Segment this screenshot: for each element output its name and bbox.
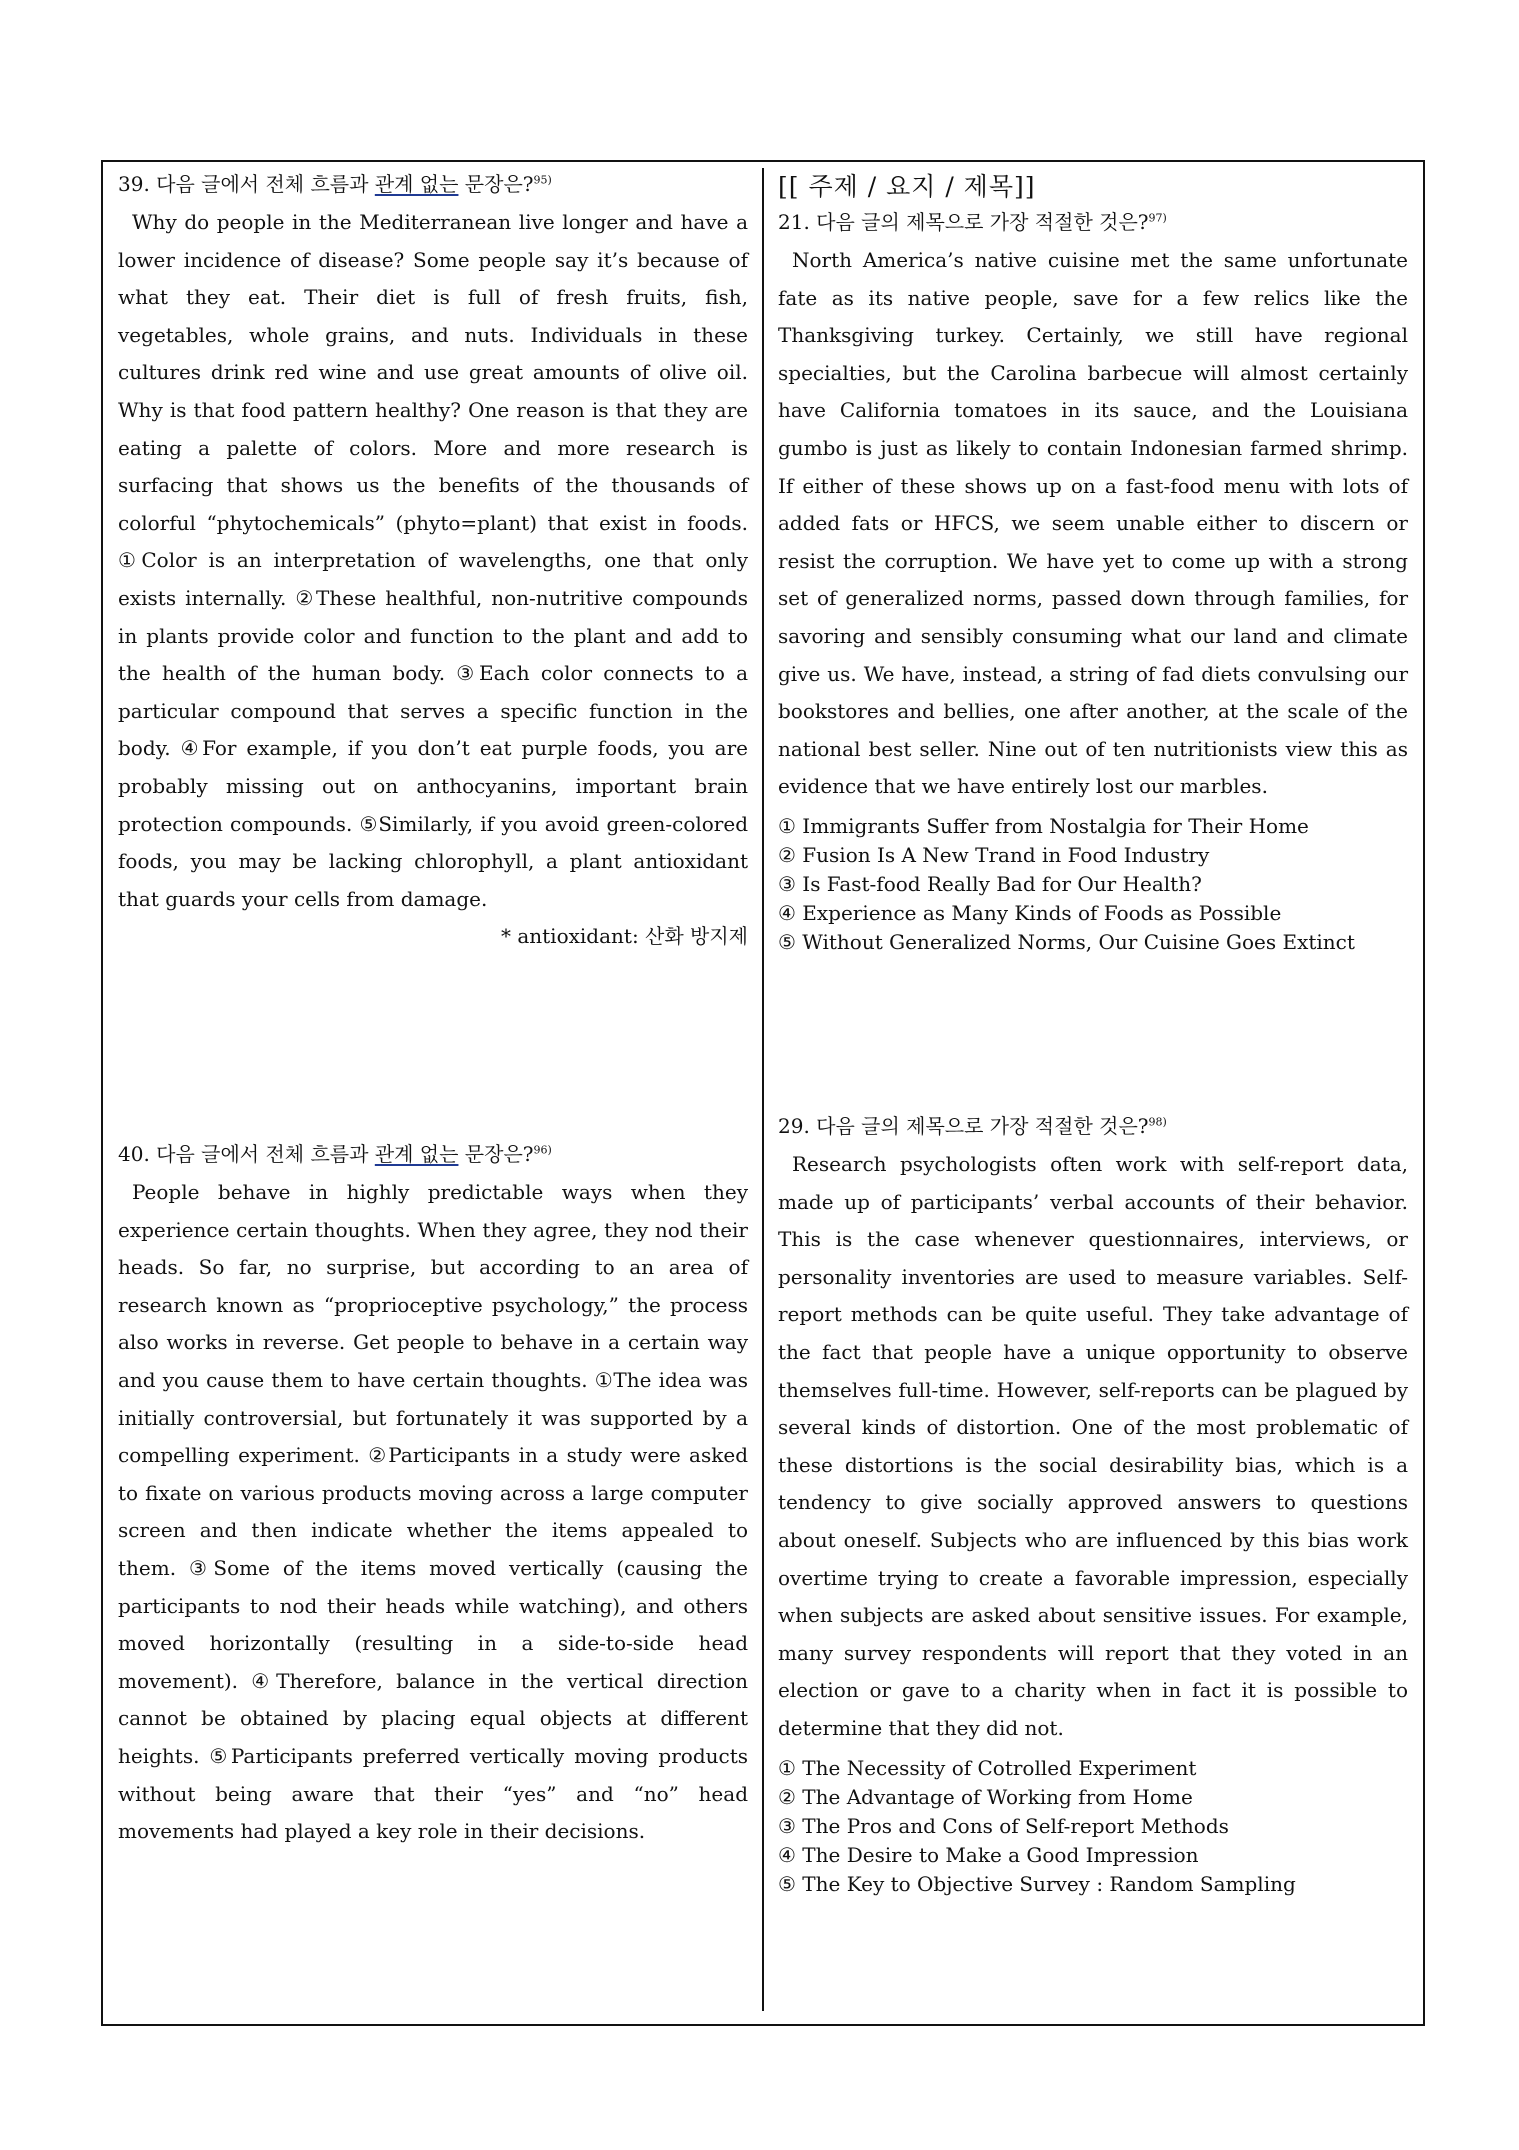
question-29-header [778,1112,1408,1140]
option-3: ③ Is Fast-food Really Bad for Our Health? [778,871,1202,896]
question-21-passage: North America’s native cuisine met the same unfortunate fate as its native people, save for a few relics like the Thanksgiving turkey. Certainly, we still have regional specialties, but the Carolina barbecue will almost certainly have California tomatoes in its sauce, and the Louisiana gumbo is just as likely to contain Indonesian farmed shrimp. If either of these shows up on a fast-food menu with lots of added fats or HFCS, we seem unable either to discern or resist the corruption. We have yet to come up with a strong set of generalized norms, passed down through families, for savoring and sensibly consuming what our land and climate give us. We have, instead, a string of fad diets convulsing our bookstores and bellies, one after another, at the scale of the national best seller. Nine out of ten nutritionists view this as evidence that we have entirely lost our marbles. [778,248,1408,799]
question-29-options [778,1754,1408,1899]
question-prompt: 다음 글에서 전체 흐름과 [156,1142,375,1166]
column-divider [762,168,764,2011]
question-prompt: 다음 글의 제목으로 가장 적절한 것은? [816,210,1149,234]
question-prompt: 다음 글의 제목으로 가장 적절한 것은? [816,1114,1149,1138]
question-prompt-end: 문장은? [458,172,534,196]
question-21-options [778,812,1408,957]
question-40 [118,1140,748,1851]
option-2: ② The Advantage of Working from Home [778,1784,1193,1809]
question-39-header [118,170,748,198]
endnote-marker: 98) [1148,1115,1167,1129]
question-number: 29. [778,1114,810,1138]
option-5: ⑤ Without Generalized Norms, Our Cuisine Goes Extinct [778,929,1355,954]
option-2: ② Fusion Is A New Trand in Food Industry [778,842,1210,867]
question-prompt: 다음 글에서 전체 흐름과 [156,172,375,196]
option-1: ① The Necessity of Cotrolled Experiment [778,1755,1197,1780]
question-number: 39. [118,172,150,196]
question-21-header [778,208,1408,236]
question-prompt-underlined: 관계 없는 [374,1142,459,1166]
question-21 [778,170,1408,957]
question-prompt-underlined: 관계 없는 [374,172,459,196]
section-title: [[ 주제 / 요지 / 제목]] [778,172,1036,201]
option-3: ③ The Pros and Cons of Self-report Methods [778,1813,1229,1838]
question-39-footnote: * antioxidant: 산화 방지제 [500,924,748,949]
option-4: ④ Experience as Many Kinds of Foods as Possible [778,900,1282,925]
question-39-passage: Why do people in the Mediterranean live longer and have a lower incidence of disease? Some people say it’s because of what they eat. Their diet is full of fresh fruits, fish, vegetables, whole grains, and nuts. Individuals in these cultures drink red wine and use great amounts of olive oil. Why is that food pattern healthy? One reason is that they are eating a palette of colors. More and more research is surfacing that shows us the benefits of the thousands of colorful “phytochemicals” (phyto=plant) that exist in foods. ①Color is an interpretation of wavelengths, one that only exists internally. ②These healthful, non-nutritive compounds in plants provide color and function to the plant and add to the health of the human body. ③Each color connects to a particular compound that serves a specific function in the body. ④For example, if you don’t eat purple foods, you are probably missing out on anthocyanins, important brain protection compounds. ⑤Similarly, if you avoid green-colored foods, you may be lacking chlorophyll, a plant antioxidant that guards your cells from damage. [118,210,748,911]
question-39 [118,170,748,955]
question-29 [778,1112,1408,1899]
question-40-passage: People behave in highly predictable ways when they experience certain thoughts. When they agree, they nod their heads. So far, no surprise, but according to an area of research known as “proprioceptive psychology,” the process also works in reverse. Get people to behave in a certain way and you cause them to have certain thoughts. ①The idea was initially controversial, but fortunately it was supported by a compelling experiment. ②Participants in a study were asked to fixate on various products moving across a large computer screen and then indicate whether the items appealed to them. ③Some of the items moved vertically (causing the participants to nod their heads while watching), and others moved horizontally (resulting in a side-to-side head movement). ④Therefore, balance in the vertical direction cannot be obtained by placing equal objects at different heights. ⑤Participants preferred vertically moving products without being aware that their “yes” and “no” head movements had played a key role in their decisions. [118,1180,748,1844]
question-number: 21. [778,210,810,234]
option-1: ① Immigrants Suffer from Nostalgia for Their Home [778,813,1309,838]
option-5: ⑤ The Key to Objective Survey : Random Sampling [778,1871,1296,1896]
endnote-marker: 97) [1148,211,1167,225]
question-40-header [118,1140,748,1168]
endnote-marker: 95) [533,173,552,187]
endnote-marker: 96) [533,1143,552,1157]
question-prompt-end: 문장은? [458,1142,534,1166]
question-number: 40. [118,1142,150,1166]
question-29-passage: Research psychologists often work with self-report data, made up of participants’ verbal accounts of their behavior. This is the case whenever questionnaires, interviews, or personality inventories are used to measure variables. Self-report methods can be quite useful. They take advantage of the fact that people have a unique opportunity to observe themselves full-time. However, self-reports can be plagued by several kinds of distortion. One of the most problematic of these distortions is the social desirability bias, which is a tendency to give socially approved answers to questions about oneself. Subjects who are influenced by this bias work overtime trying to create a favorable impression, especially when subjects are asked about sensitive issues. For example, many survey respondents will report that they voted in an election or gave to a charity when in fact it is possible to determine that they did not. [778,1152,1408,1740]
option-4: ④ The Desire to Make a Good Impression [778,1842,1199,1867]
